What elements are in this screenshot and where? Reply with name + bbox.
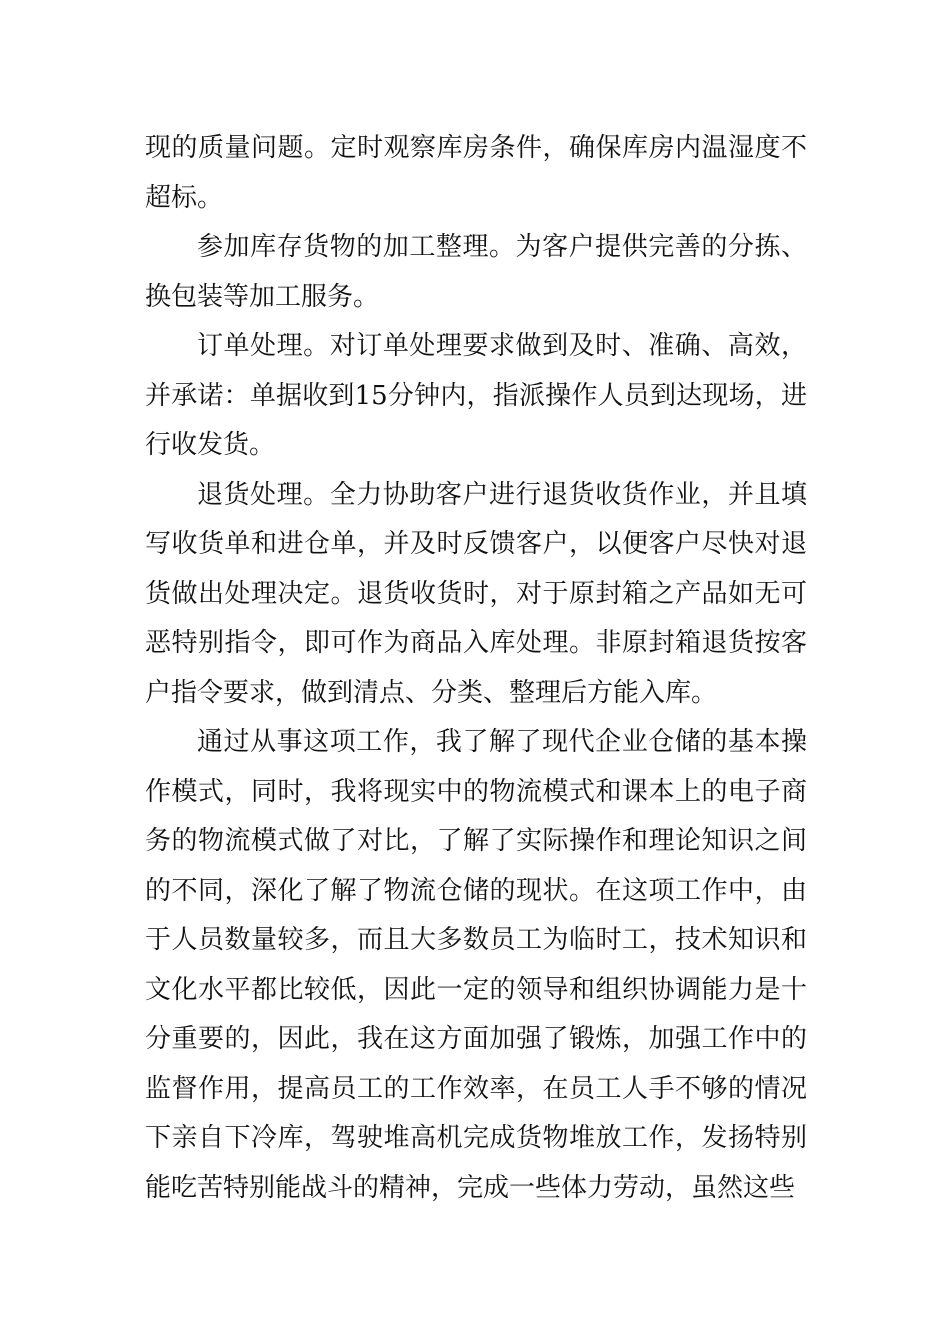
paragraph-returns: 退货处理。全力协助客户进行退货收货作业，并且填写收货单和进仓单，并及时反馈客户，以便客户尽快对退货做出处理决定。退货收货时，对于原封箱之产品如无可恶特别指令，即可作为商品入库处理。非原封箱退货按客户指令要求，做到清点、分类、整理后方能入库。 — [145, 479, 807, 708]
paragraph-reflection: 通过从事这项工作，我了解了现代企业仓储的基本操作模式，同时，我将现实中的物流模式和课本上的电子商务的物流模式做了对比，了解了实际操作和理论知识之间的不同，深化了解了物流仓储的现状。在这项工作中，由于人员数量较多，而且大多数员工为临时工，技术知识和文化水平都比较低，因此一定的领导和组织协调能力是十分重要的，因此，我在这方面加强了锻炼，加强工作中的监督作用，提高员工的工作效率，在员工人手不够的情况下亲自下冷库，驾驶堆高机完成货物堆放工作，发扬特别能吃苦特别能战斗的精神，完成一些体力劳动，虽然这些 — [145, 727, 807, 1203]
paragraph-quality-check: 现的质量问题。定时观察库房条件，确保库房内温湿度不超标。 — [145, 133, 807, 213]
body-text — [145, 124, 807, 1213]
paragraph-order-handling: 订单处理。对订单处理要求做到及时、准确、高效，并承诺：单据收到15分钟内，指派操作人员到达现场，进行收发货。 — [145, 331, 807, 460]
paragraph-processing: 参加库存货物的加工整理。为客户提供完善的分拣、换包装等加工服务。 — [145, 232, 807, 312]
